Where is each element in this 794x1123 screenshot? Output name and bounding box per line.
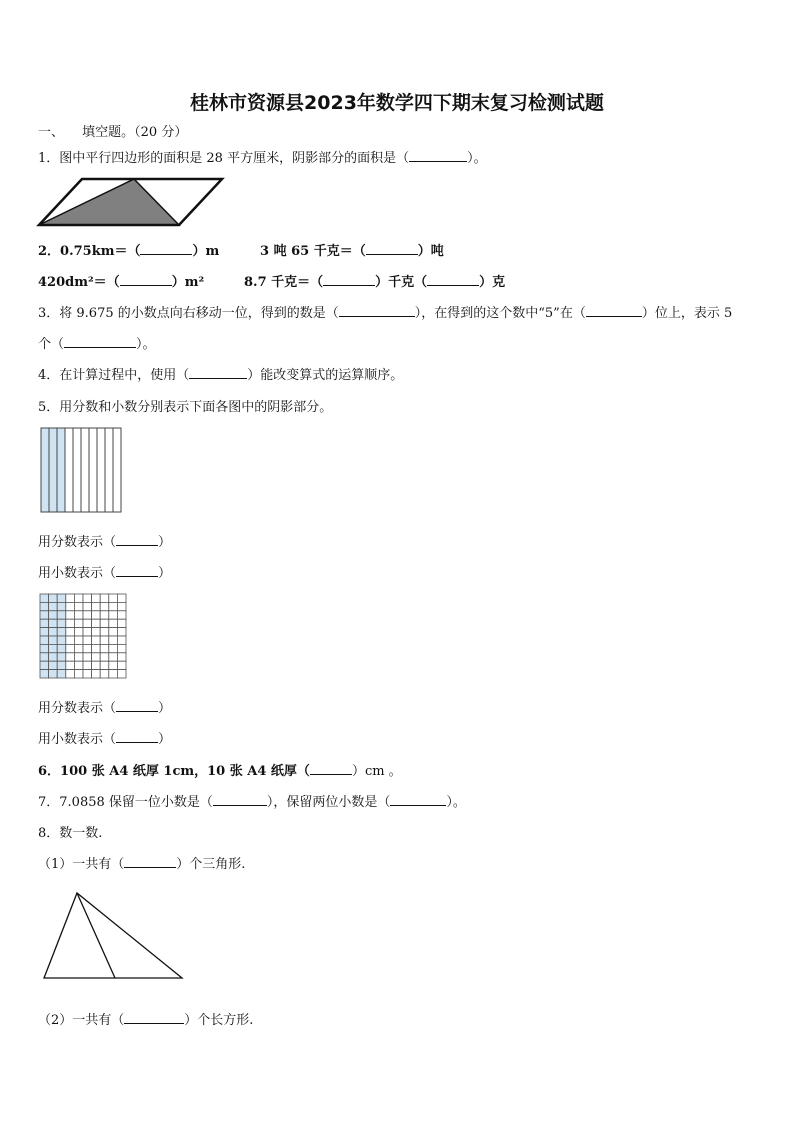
question-8: 8．数一数.: [38, 826, 103, 841]
shaded-cell: [40, 644, 49, 652]
question-5: 5．用分数和小数分别表示下面各图中的阴影部分。: [38, 400, 333, 415]
grid-cell: [83, 611, 92, 619]
shaded-strip: [49, 428, 57, 512]
grid-cell: [66, 661, 75, 669]
grid-cell: [109, 611, 118, 619]
shaded-cell: [49, 594, 58, 602]
grid-cell: [92, 644, 101, 652]
question-1: [38, 147, 487, 166]
q2-text: ）m²: [171, 275, 205, 290]
strip: [73, 428, 81, 512]
grid-cell: [100, 653, 109, 661]
answer-blank[interactable]: [427, 273, 479, 286]
q5-label: 用分数表示（: [38, 535, 117, 550]
answer-blank[interactable]: [120, 273, 172, 286]
grid-cell: [109, 670, 118, 678]
q3-text: 个（: [38, 337, 65, 352]
q4-text: 4．在计算过程中，使用（: [38, 368, 190, 383]
grid-cell: [92, 670, 101, 678]
q2-text: 2．0.75km＝（: [38, 244, 141, 259]
q5-label: 用分数表示（: [38, 701, 117, 716]
answer-blank[interactable]: [64, 335, 136, 348]
shaded-cell: [40, 602, 49, 610]
question-6: [38, 760, 402, 779]
answer-blank[interactable]: [124, 855, 176, 868]
q4-text: ）能改变算式的运算顺序。: [247, 368, 404, 383]
strip: [97, 428, 105, 512]
grid-cell: [66, 636, 75, 644]
q5-fraction-line-2: [38, 697, 171, 716]
grid-cell: [83, 619, 92, 627]
shaded-cell: [57, 594, 66, 602]
shaded-cell: [57, 636, 66, 644]
grid-cell: [66, 619, 75, 627]
q5-decimal-line-2: [38, 728, 171, 747]
strip: [89, 428, 97, 512]
q5-label: ）: [158, 566, 172, 581]
grid-cell: [83, 594, 92, 602]
grid-cell: [109, 644, 118, 652]
q2-text: 420dm²＝（: [38, 275, 120, 290]
answer-blank[interactable]: [140, 242, 192, 255]
grid-cell: [100, 602, 109, 610]
question-2-line-1b: [260, 240, 444, 259]
grid-cell: [83, 670, 92, 678]
q2-text: 3 吨 65 千克＝（: [260, 244, 366, 259]
answer-blank[interactable]: [310, 762, 352, 775]
grid-cell: [117, 661, 126, 669]
grid-cell: [100, 670, 109, 678]
answer-blank[interactable]: [339, 304, 415, 317]
answer-blank[interactable]: [189, 366, 247, 379]
grid-cell: [74, 628, 83, 636]
shaded-strip: [41, 428, 49, 512]
grid-cell: [109, 636, 118, 644]
answer-blank[interactable]: [116, 533, 158, 546]
grid-cell: [66, 602, 75, 610]
parallelogram-figure: [36, 176, 226, 228]
grid-cell: [109, 619, 118, 627]
section-number: 一、: [38, 125, 65, 140]
outer-triangle: [44, 893, 182, 978]
q3-text: ）位上，表示 5: [641, 306, 733, 321]
grid-cell: [109, 661, 118, 669]
q8-text: ）个长方形.: [184, 1013, 254, 1028]
grid-cell: [74, 661, 83, 669]
grid-cell: [83, 653, 92, 661]
grid-cell: [100, 661, 109, 669]
shaded-cell: [49, 653, 58, 661]
answer-blank[interactable]: [323, 273, 375, 286]
shaded-cell: [40, 611, 49, 619]
q3-text: 3．将 9.675 的小数点向右移动一位，得到的数是（: [38, 306, 339, 321]
q5-label: ）: [158, 732, 172, 747]
shaded-cell: [49, 661, 58, 669]
grid-cell: [74, 594, 83, 602]
grid-cell: [117, 611, 126, 619]
question-3-line-2: [38, 333, 156, 352]
shaded-cell: [40, 619, 49, 627]
shaded-cell: [49, 619, 58, 627]
question-2-line-2b: [244, 271, 505, 290]
answer-blank[interactable]: [116, 730, 158, 743]
q7-text: ）。: [446, 795, 466, 810]
grid-cell: [83, 636, 92, 644]
shaded-cell: [57, 619, 66, 627]
q5-label: ）: [158, 535, 172, 550]
grid-cell: [100, 644, 109, 652]
grid-cell: [92, 628, 101, 636]
grid-cell: [92, 653, 101, 661]
strip: [81, 428, 89, 512]
grid-cell: [92, 661, 101, 669]
grid-cell: [74, 653, 83, 661]
shaded-cell: [49, 670, 58, 678]
shaded-cell: [40, 594, 49, 602]
grid-cell: [117, 619, 126, 627]
question-4: [38, 364, 403, 383]
strip: [113, 428, 121, 512]
q5-label: 用小数表示（: [38, 732, 117, 747]
answer-blank[interactable]: [586, 304, 642, 317]
shaded-cell: [49, 628, 58, 636]
grid-figure: [39, 593, 129, 681]
shaded-cell: [57, 661, 66, 669]
grid-cell: [100, 594, 109, 602]
question-8-part-2: [38, 1009, 253, 1028]
grid-cell: [66, 653, 75, 661]
question-7: [38, 791, 466, 810]
q3-text: ），在得到的这个数中“5”在（: [414, 306, 586, 321]
q3-text: ）。: [136, 337, 156, 352]
answer-blank[interactable]: [409, 149, 467, 162]
q5-decimal-line-1: [38, 562, 171, 581]
grid-cell: [117, 644, 126, 652]
strip: [105, 428, 113, 512]
shaded-cell: [49, 636, 58, 644]
q8-text: （1）一共有（: [38, 857, 125, 872]
grid-cell: [109, 628, 118, 636]
grid-cell: [74, 670, 83, 678]
grid-cell: [74, 644, 83, 652]
shaded-cell: [40, 653, 49, 661]
grid-cell: [100, 611, 109, 619]
answer-blank[interactable]: [390, 793, 446, 806]
grid-cell: [92, 594, 101, 602]
q8-text: （2）一共有（: [38, 1013, 125, 1028]
grid-cell: [66, 644, 75, 652]
shaded-cell: [57, 653, 66, 661]
q6-text: 6．100 张 A4 纸厚 1cm，10 张 A4 纸厚（: [38, 764, 310, 779]
grid-cell: [100, 628, 109, 636]
grid-cell: [66, 628, 75, 636]
strip: [65, 428, 73, 512]
shaded-strip: [57, 428, 65, 512]
grid-cell: [117, 670, 126, 678]
strip-figure: [40, 427, 122, 515]
shaded-cell: [40, 670, 49, 678]
q2-text: ）千克（: [375, 275, 428, 290]
q1-text-end: ）。: [467, 151, 487, 166]
shaded-cell: [40, 661, 49, 669]
question-3-line-1: [38, 302, 732, 321]
grid-cell: [92, 636, 101, 644]
triangle-figure: [40, 890, 186, 982]
grid-cell: [74, 636, 83, 644]
grid-cell: [100, 619, 109, 627]
grid-cell: [83, 644, 92, 652]
grid-cell: [74, 611, 83, 619]
q5-fraction-line-1: [38, 531, 171, 550]
q7-text: 7．7.0858 保留一位小数是（: [38, 795, 213, 810]
q6-text: ）cm 。: [351, 764, 402, 779]
grid-cell: [66, 594, 75, 602]
shaded-cell: [49, 644, 58, 652]
q2-text: ）克: [479, 275, 506, 290]
shaded-cell: [40, 636, 49, 644]
answer-blank[interactable]: [213, 793, 267, 806]
grid-cell: [83, 661, 92, 669]
grid-cell: [92, 602, 101, 610]
grid-cell: [117, 602, 126, 610]
q5-label: 用小数表示（: [38, 566, 117, 581]
shaded-cell: [40, 628, 49, 636]
grid-cell: [74, 619, 83, 627]
q1-text: 1．图中平行四边形的面积是 28 平方厘米，阴影部分的面积是（: [38, 151, 410, 166]
question-2-line-1: [38, 240, 219, 259]
grid-cell: [100, 636, 109, 644]
shaded-cell: [57, 644, 66, 652]
q8-text: ）个三角形.: [176, 857, 246, 872]
q5-label: ）: [158, 701, 172, 716]
grid-cell: [83, 602, 92, 610]
grid-cell: [66, 611, 75, 619]
grid-cell: [109, 594, 118, 602]
section-heading: [38, 121, 187, 140]
section-label: 填空题。（20 分）: [82, 125, 188, 140]
grid-cell: [117, 594, 126, 602]
q7-text: ），保留两位小数是（: [266, 795, 391, 810]
answer-blank[interactable]: [116, 564, 158, 577]
page-title: 桂林市资源县2023年数学四下期末复习检测试题: [190, 92, 604, 114]
shaded-cell: [57, 628, 66, 636]
answer-blank[interactable]: [124, 1011, 184, 1024]
shaded-cell: [49, 602, 58, 610]
shaded-cell: [57, 670, 66, 678]
grid-cell: [117, 628, 126, 636]
shaded-cell: [49, 611, 58, 619]
shaded-cell: [57, 602, 66, 610]
grid-cell: [117, 636, 126, 644]
grid-cell: [74, 602, 83, 610]
q2-text: ）吨: [417, 244, 444, 259]
grid-cell: [92, 611, 101, 619]
q2-text: 8.7 千克＝（: [244, 275, 324, 290]
grid-cell: [109, 602, 118, 610]
inner-line: [77, 893, 115, 978]
question-2-line-2: [38, 271, 204, 290]
shaded-cell: [57, 611, 66, 619]
answer-blank[interactable]: [366, 242, 418, 255]
question-8-part-1: [38, 853, 245, 872]
grid-cell: [109, 653, 118, 661]
answer-blank[interactable]: [116, 699, 158, 712]
grid-cell: [92, 619, 101, 627]
grid-cell: [83, 628, 92, 636]
q2-text: ）m: [192, 244, 220, 259]
grid-cell: [117, 653, 126, 661]
grid-cell: [66, 670, 75, 678]
